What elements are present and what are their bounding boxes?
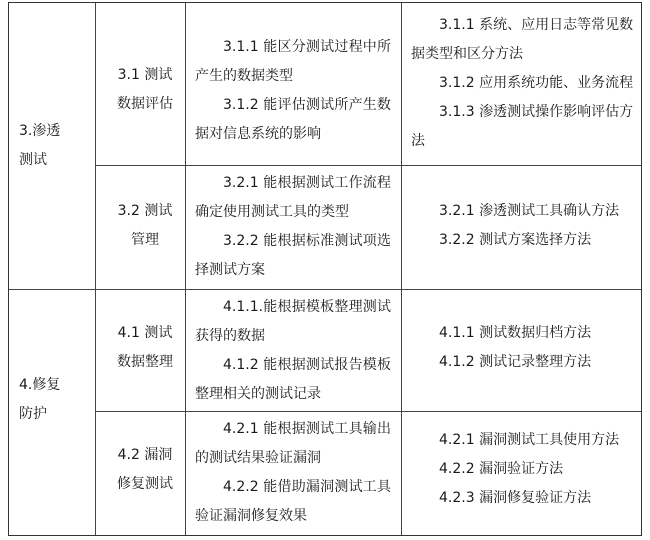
ability-item: 3.1.1 能区分测试过程中所产生的数据类型 xyxy=(195,39,391,84)
subsection-title-line: 管理 xyxy=(131,232,159,248)
subsection-cell xyxy=(95,441,185,499)
section-title-line: 4.修复 xyxy=(19,377,61,393)
knowledge-item: 3.1.2 应用系统功能、业务流程 xyxy=(439,75,634,91)
ability-cell xyxy=(185,169,401,285)
knowledge-item: 4.2.2 漏洞验证方法 xyxy=(439,461,564,477)
ability-cell xyxy=(185,33,401,149)
knowledge-cell xyxy=(401,11,643,156)
knowledge-item: 3.1.1 系统、应用日志等常见数据类型和区分方法 xyxy=(411,17,634,62)
knowledge-cell xyxy=(401,319,643,377)
subsection-title-line: 3.2 测试 xyxy=(117,203,173,219)
section-title-line: 防护 xyxy=(19,406,47,422)
knowledge-item: 3.1.3 渗透测试操作影响评估方法 xyxy=(411,104,634,149)
ability-item: 4.2.2 能借助漏洞测试工具验证漏洞修复效果 xyxy=(195,479,391,524)
ability-item: 3.2.2 能根据标准测试项选择测试方案 xyxy=(195,233,391,278)
section-cell xyxy=(9,117,95,175)
subsection-title-line: 数据评估 xyxy=(117,96,173,112)
knowledge-cell xyxy=(401,197,643,255)
ability-item: 4.1.1.能根据模板整理测试获得的数据 xyxy=(195,299,391,344)
subsection-title-line: 4.2 漏洞 xyxy=(117,447,173,463)
competency-table xyxy=(8,2,642,536)
subsection-title-line: 4.1 测试 xyxy=(117,325,173,341)
knowledge-item: 4.1.1 测试数据归档方法 xyxy=(439,325,592,341)
ability-item: 4.1.2 能根据测试报告模板整理相关的测试记录 xyxy=(195,357,391,402)
subsection-title-line: 3.1 测试 xyxy=(117,67,173,83)
section-title-line: 测试 xyxy=(19,152,47,168)
subsection-cell xyxy=(95,319,185,377)
subsection-title-line: 修复测试 xyxy=(117,476,173,492)
knowledge-item: 3.2.1 渗透测试工具确认方法 xyxy=(439,203,620,219)
ability-cell xyxy=(185,293,401,409)
row-divider xyxy=(95,165,641,166)
ability-item: 3.1.2 能评估测试所产生数据对信息系统的影响 xyxy=(195,97,391,142)
knowledge-cell xyxy=(401,426,643,513)
row-divider xyxy=(95,411,641,412)
ability-item: 3.2.1 能根据测试工作流程确定使用测试工具的类型 xyxy=(195,175,391,220)
subsection-cell xyxy=(95,61,185,119)
knowledge-item: 4.2.3 漏洞修复验证方法 xyxy=(439,490,592,506)
knowledge-item: 3.2.2 测试方案选择方法 xyxy=(439,232,592,248)
subsection-title-line: 数据整理 xyxy=(117,354,173,370)
knowledge-item: 4.2.1 漏洞测试工具使用方法 xyxy=(439,432,620,448)
section-title-line: 3.渗透 xyxy=(19,123,61,139)
row-divider xyxy=(9,289,641,290)
subsection-cell xyxy=(95,197,185,255)
ability-item: 4.2.1 能根据测试工具输出的测试结果验证漏洞 xyxy=(195,421,391,466)
section-cell xyxy=(9,371,95,429)
knowledge-item: 4.1.2 测试记录整理方法 xyxy=(439,354,592,370)
ability-cell xyxy=(185,415,401,531)
